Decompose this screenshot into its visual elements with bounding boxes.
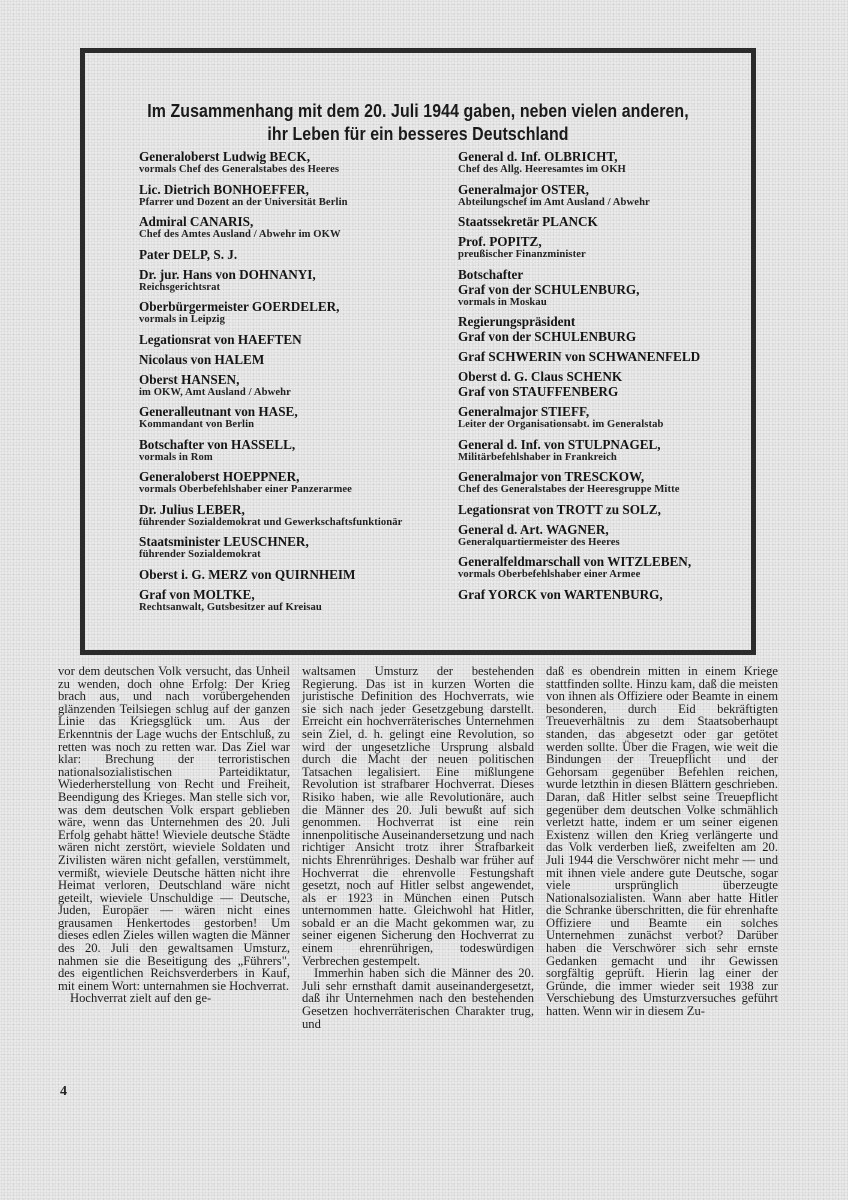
memorial-entry: [458, 469, 758, 497]
person-name: Generalleutnant von HASE,: [139, 404, 298, 419]
heading-line-1: Im Zusammenhang mit dem 20. Juli 1944 gaben, neben vielen anderen,: [147, 100, 689, 121]
memorial-entry: [458, 587, 758, 602]
person-name: Oberst d. G. Claus SCHENK: [458, 369, 623, 384]
memorial-entry: [458, 267, 758, 310]
person-name: Generalmajor STIEFF,: [458, 404, 590, 419]
paragraph: Hochverrat zielt auf den ge-: [70, 991, 212, 1006]
names-column-right: [458, 149, 758, 607]
person-name: General d. Art. WAGNER,: [458, 521, 609, 537]
person-name: Graf SCHWERIN von SCHWANENFELD: [458, 349, 701, 364]
person-description: Chef des Amtes Ausland / Abwehr im OKW: [139, 229, 341, 240]
person-description: vormals in Rom: [139, 451, 213, 463]
paragraph: waltsamen Umsturz der bestehenden Regierung. Das ist in kurzen Worten die juristische Definition des Hochverrats, wie sie sich nach jeder Gesetzgebung darstellt. Erreicht ein hochverräterisches Unternehmen sein Ziel, d. h. gelingt eine Revolution, so wird der ungesetzliche Ursprung alsbald durch die Macht der neuen politischen Tatsachen legalisiert. Eine mißlungene Revolution ist strafbarer Hochverrat. Dieses Risiko haben, wie alle Revolutionäre, auch die Männer des 20. Juli bewußt auf sich genommen. Hochverrat ist eine rein innenpolitische Auseinandersetzung und nach richtiger Ansicht trotz ihrer Strafbarkeit nichts Ehrenrühriges. Deshalb war früher auf Hochverrat die ehrenvolle Festungshaft gesetzt, noch auf Hitler selbst angewendet, als er 1923 in München einen Putsch unternommen hatte. Gleichwohl hat Hitler, sobald er an die Macht gekommen war, zu seiner eigenen Sicherung den Hochverrat zu einem ehrenrührigen, todeswürdigen Verbrechen gestempelt.: [302, 664, 534, 968]
person-description: führender Sozialdemokrat und Gewerkschaftsfunktionär: [139, 516, 403, 528]
person-description: preußischer Finanzminister: [458, 249, 586, 260]
person-description: Kommandant von Berlin: [139, 419, 255, 430]
person-name: Staatsminister LEUSCHNER,: [139, 534, 309, 549]
person-name: Staatssekretär PLANCK: [458, 214, 598, 229]
person-name: Graf von der SCHULENBURG,: [458, 281, 640, 297]
memorial-entry: [139, 299, 439, 327]
person-description: Leiter der Organisationsabt. im Generalstab: [458, 419, 664, 430]
person-description: vormals Oberbefehlshaber einer Panzerarmee: [139, 484, 352, 495]
person-name: Lic. Dietrich BONHOEFFER,: [139, 181, 309, 197]
person-name: General d. Inf. OLBRICHT,: [458, 149, 618, 164]
heading-line-2: ihr Leben für ein besseres Deutschland: [267, 123, 569, 144]
memorial-entry: [139, 267, 439, 295]
memorial-entry: [458, 349, 758, 364]
person-name: Oberst i. G. MERZ von QUIRNHEIM: [139, 566, 356, 582]
memorial-heading: [132, 99, 705, 145]
memorial-entry: [139, 247, 439, 262]
person-description: Chef des Generalstabes der Heeresgruppe Mitte: [458, 484, 680, 495]
memorial-entry: [139, 469, 439, 497]
person-name: Generaloberst Ludwig BECK,: [139, 149, 311, 164]
memorial-entry: [458, 314, 758, 344]
person-name: Generalmajor OSTER,: [458, 181, 589, 197]
person-name: Generalmajor von TRESCKOW,: [458, 469, 645, 484]
person-name: Legationsrat von TROTT zu SOLZ,: [458, 501, 661, 517]
person-name: General d. Inf. von STULPNAGEL,: [458, 436, 661, 452]
person-description: Militärbefehlshaber in Frankreich: [458, 451, 617, 463]
paragraph: vor dem deutschen Volk versucht, das Unheil zu wenden, doch ohne Erfolg: Der Krieg brach aus, und nach vorübergehenden glänzenden Teilsiegen schlug auf der ganzen Linie das Kriegsglück um. Aus der Erkenntnis der Lage wuchs der Entschluß, zu retten was noch zu retten war. Das Ziel war klar: Brechung der terroristischen nationalsozialistischen Parteidiktatur, Wiederherstellung von Recht und Freiheit, Beendigung des Krieges. Man stelle sich vor, was dem deutschen Volk erspart geblieben wäre, wenn das Unternehmen des 20. Juli Erfolg gehabt hätte! Wieviele deutsche Städte wären nicht zerstört, wieviele Soldaten und Zivilisten wären nicht gefallen, verstümmelt, vermißt, wieviele Deutsche hätten nicht ihre Heimat verloren, Deutschland wäre nicht geteilt, wieviele Unschuldige — Deutsche, Juden, Europäer — wären nicht eines grausamen Henkertodes gestorben! Um dieses edlen Zieles willen wagten die Männer des 20. Juli den gewaltsamen Umsturz, nahmen sie die Beseitigung des „Führers", des eigentlichen Reichsverderbers in Kauf, mit einem Wort: unternahmen sie Hochverrat.: [58, 664, 290, 993]
memorial-entry: [139, 352, 439, 367]
person-name: Graf von der SCHULENBURG: [458, 329, 637, 344]
person-description: Pfarrer und Dozent an der Universität Berlin: [139, 196, 348, 208]
person-name: Pater DELP, S. J.: [139, 246, 238, 262]
memorial-entry: [139, 502, 439, 530]
memorial-entry: [139, 372, 439, 400]
memorial-entry: [139, 534, 439, 562]
memorial-entry: [458, 149, 758, 177]
person-name: Graf YORCK von WARTENBURG,: [458, 586, 663, 602]
memorial-entry: [139, 149, 439, 177]
person-description: Generalquartiermeister des Heeres: [458, 536, 620, 548]
memorial-entry: [458, 437, 758, 465]
person-description: Chef des Allg. Heeresamtes im OKH: [458, 164, 626, 175]
body-text-column-3: [546, 665, 778, 1018]
person-name: Regierungspräsident: [458, 314, 576, 329]
memorial-entry: [458, 522, 758, 550]
memorial-entry: [458, 234, 758, 262]
person-name: Nicolaus von HALEM: [139, 351, 265, 367]
person-name: Oberbürgermeister GOERDELER,: [139, 299, 340, 314]
person-name: Dr. Julius LEBER,: [139, 501, 245, 517]
memorial-entry: [139, 437, 439, 465]
body-text-column-1: [58, 665, 290, 1005]
memorial-entry: [458, 502, 758, 517]
person-description: Abteilungschef im Amt Ausland / Abwehr: [458, 196, 650, 208]
person-description: Reichsgerichtsrat: [139, 281, 221, 293]
person-name: Legationsrat von HAEFTEN: [139, 331, 302, 347]
person-name: Graf von STAUFFENBERG: [458, 384, 619, 399]
person-name: Oberst HANSEN,: [139, 371, 240, 387]
paragraph: Immerhin haben sich die Männer des 20. Juli sehr ernsthaft damit auseinandergesetzt, daß ihr Unternehmen nach den bestehenden Gesetzen hochverräterischen Charakter trug, und: [302, 966, 534, 1031]
person-name: Generaloberst HOEPPNER,: [139, 469, 300, 484]
memorial-entry: [139, 404, 439, 432]
person-name: Prof. POPITZ,: [458, 234, 542, 249]
page-number: 4: [60, 1084, 67, 1099]
person-name: Admiral CANARIS,: [139, 214, 254, 229]
memorial-entry: [139, 214, 439, 242]
memorial-entry: [139, 182, 439, 210]
memorial-box: [80, 48, 756, 655]
paragraph: daß es obendrein mitten in einem Kriege stattfinden sollte. Hinzu kam, daß die meisten von ihnen als Offiziere oder Beamte in einem besonderen, durch Eid bekräftigten Treueverhältnis zu dem Staatsoberhaupt standen, das abgesetzt oder gar getötet werden sollte. Über die Fragen, wie weit die Bindungen der Treuepflicht und der Gehorsam gegenüber Befehlen reichen, wurde letzthin in diesen Blättern geschrieben. Daran, daß Hitler selbst seine Treuepflicht gegenüber dem deutschen Volke schmählich verletzt hatte, indem er um seiner eigenen Existenz willen den Krieg verlängerte und das Volk verderben ließ, zweifelten am 20. Juli 1944 die Verschwörer nicht mehr — und mit ihnen viele andere gute Deutsche, sogar viele ursprünglich überzeugte Nationalsozialisten. Wann aber hatte Hitler die Schranke überschritten, die für ehrenhafte Offiziere und Beamte ein solches Unternehmen zunächst verbot? Darüber haben die Verschwörer sich sehr ernste Gedanken gemacht und ihr Gewissen sorgfältig geprüft. Hierin lag einer der Gründe, die immer wieder seit 1938 zur Verschiebung des Umsturzversuches geführt hatten. Wenn wir in diesem Zu-: [546, 664, 778, 1019]
person-description: im OKW, Amt Ausland / Abwehr: [139, 386, 291, 398]
memorial-entry: [458, 404, 758, 432]
person-description: vormals in Moskau: [458, 296, 547, 308]
body-text-column-2: [302, 665, 534, 1030]
memorial-entry: [139, 587, 439, 615]
memorial-entry: [458, 369, 758, 399]
memorial-entry: [458, 214, 758, 229]
person-name: Generalfeldmarschall von WITZLEBEN,: [458, 554, 692, 569]
person-name: Botschafter: [458, 266, 524, 282]
names-column-left: [139, 149, 439, 619]
person-description: vormals Oberbefehlshaber einer Armee: [458, 569, 641, 580]
memorial-entry: [139, 332, 439, 347]
person-description: Rechtsanwalt, Gutsbesitzer auf Kreisau: [139, 601, 322, 613]
person-description: vormals in Leipzig: [139, 314, 225, 325]
person-name: Botschafter von HASSELL,: [139, 436, 296, 452]
memorial-entry: [458, 182, 758, 210]
person-name: Graf von MOLTKE,: [139, 586, 255, 602]
memorial-entry: [139, 567, 439, 582]
memorial-entry: [458, 554, 758, 582]
person-description: vormals Chef des Generalstabes des Heeres: [139, 164, 340, 175]
person-name: Dr. jur. Hans von DOHNANYI,: [139, 266, 316, 282]
person-description: führender Sozialdemokrat: [139, 549, 261, 560]
